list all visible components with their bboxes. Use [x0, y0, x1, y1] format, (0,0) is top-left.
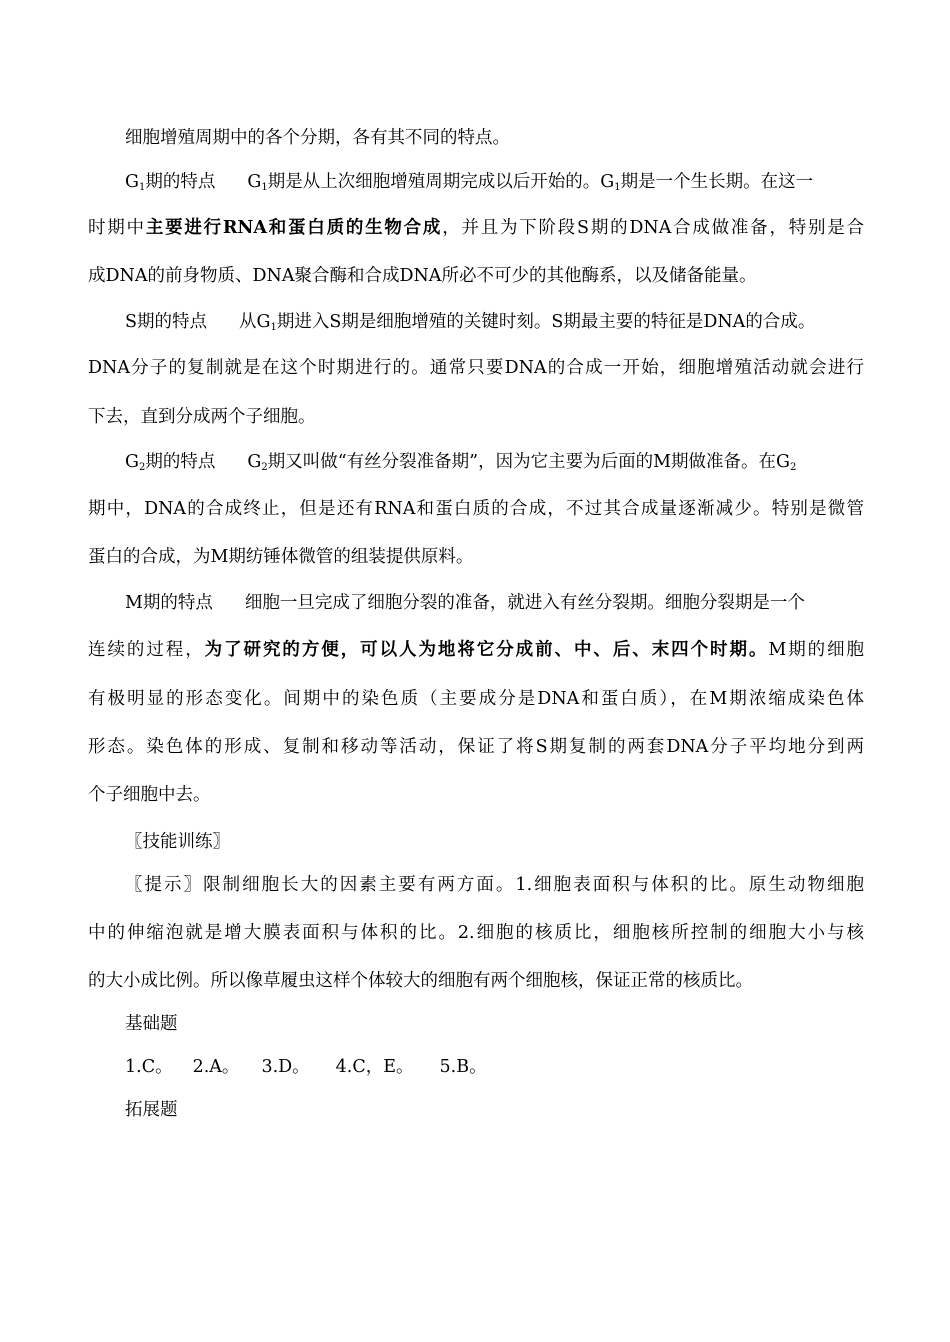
g1-emphasis: 主要进行RNA和蛋白质的生物合成: [145, 218, 443, 238]
extension-questions-heading: 拓展题: [125, 1100, 178, 1120]
answer-2: 2.A。: [192, 1057, 240, 1077]
m-paragraph-line-1: M期的特点 细胞一旦完成了细胞分裂的准备，就进入有丝分裂期。细胞分裂期是一个: [125, 593, 805, 613]
g2-heading: $G_2$期的特点: [125, 452, 216, 473]
skill-training-heading: 〖技能训练〗: [125, 832, 230, 852]
g1-paragraph-line-2: 时期中主要进行RNA和蛋白质的生物合成，并且为下阶段S期的DNA合成做准备，特别是合: [88, 218, 865, 238]
s-paragraph-line-3: 下去，直到分成两个子细胞。: [88, 407, 316, 427]
intro-paragraph: 细胞增殖周期中的各个分期，各有其不同的特点。: [125, 128, 510, 148]
g2-paragraph-line-2: 期中，DNA的合成终止，但是还有RNA和蛋白质的合成，不过其合成量逐渐减少。特别是微管: [88, 499, 864, 519]
m-paragraph-line-5: 个子细胞中去。: [88, 785, 211, 805]
hint-paragraph-line-1: 〖提示〗限制细胞长大的因素主要有两方面。1.细胞表面积与体积的比。原生动物细胞: [125, 875, 864, 895]
g2-paragraph-line-1: $G_2$期的特点 $G_2$期又叫做“有丝分裂准备期”，因为它主要为后面的M期做准备。在$G_2$: [125, 452, 797, 473]
hint-paragraph-line-2: 中的伸缩泡就是增大膜表面积与体积的比。2.细胞的核质比，细胞核所控制的细胞大小与核: [88, 923, 864, 943]
m-paragraph-line-3: 有极明显的形态变化。间期中的染色质（主要成分是DNA和蛋白质），在M期浓缩成染色体: [88, 689, 864, 709]
s-paragraph-line-1: S期的特点 从$G_1$期进入S期是细胞增殖的关键时刻。S期最主要的特征是DNA的合成。: [125, 312, 816, 333]
g1-heading: $G_1$期的特点: [125, 172, 216, 193]
s-heading: S期的特点: [125, 312, 207, 332]
answer-3: 3.D。: [261, 1057, 310, 1077]
g1-paragraph-line-1: $G_1$期的特点 $G_1$期是从上次细胞增殖周期完成以后开始的。$G_1$期是一个生长期。在这一: [125, 172, 814, 193]
answers-row: [125, 1055, 487, 1079]
g2-paragraph-line-3: 蛋白的合成，为M期纺锤体微管的组装提供原料。: [88, 547, 474, 567]
hint-paragraph-line-3: 的大小成比例。所以像草履虫这样个体较大的细胞有两个细胞核，保证正常的核质比。: [88, 971, 753, 991]
answer-5: 5.B。: [439, 1057, 487, 1077]
basic-questions-heading: 基础题: [125, 1014, 178, 1034]
answer-4: 4.C，E。: [335, 1057, 414, 1077]
m-heading: M期的特点: [125, 593, 213, 613]
answer-1: 1.C。: [125, 1057, 173, 1077]
s-paragraph-line-2: DNA分子的复制就是在这个时期进行的。通常只要DNA的合成一开始，细胞增殖活动就会进行: [88, 358, 864, 378]
m-paragraph-line-2: 连续的过程，为了研究的方便，可以人为地将它分成前、中、后、末四个时期。M期的细胞: [88, 640, 865, 660]
m-emphasis: 为了研究的方便，可以人为地将它分成前、中、后、末四个时期。: [204, 640, 769, 660]
g1-paragraph-line-3: 成DNA的前身物质、DNA聚合酶和合成DNA所必不可少的其他酶系，以及储备能量。: [88, 266, 757, 286]
m-paragraph-line-4: 形态。染色体的形成、复制和移动等活动，保证了将S期复制的两套DNA分子平均地分到两: [88, 737, 864, 757]
